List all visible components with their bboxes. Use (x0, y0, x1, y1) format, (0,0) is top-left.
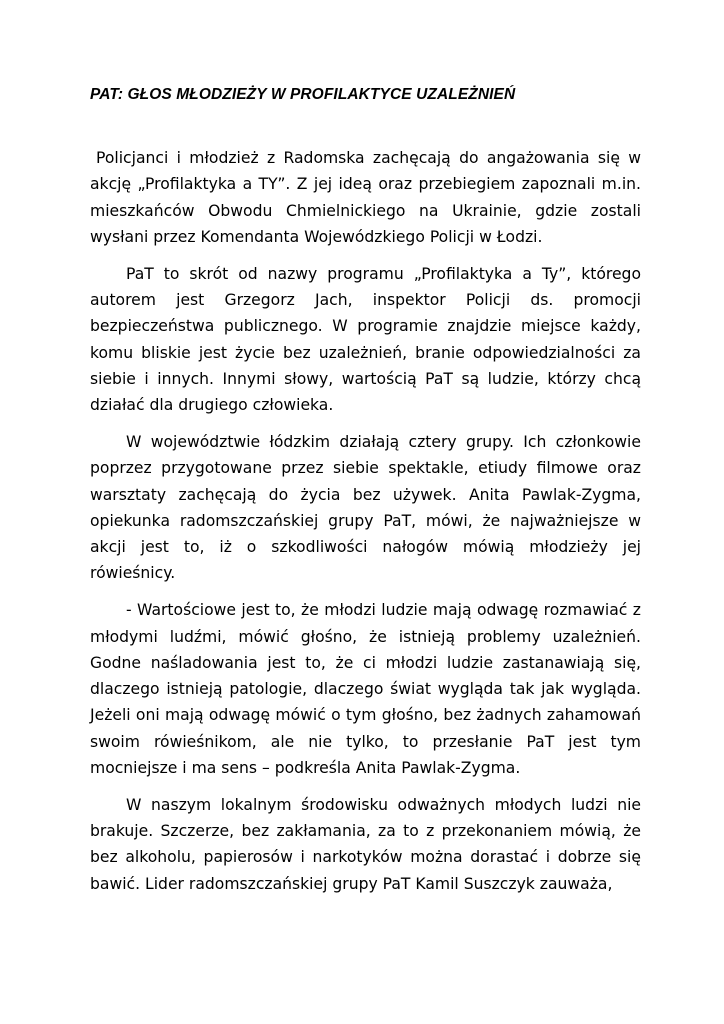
paragraph-2: PaT to skrót od nazwy programu „Profilaktyka a Ty”, którego autorem jest Grzegorz Jach, inspektor Policji ds. promocji bezpieczeństwa publicznego. W programie znajdzie miejsce każdy, komu bliskie jest życie bez uzależnień, branie odpowiedzialności za siebie i innych. Innymi słowy, wartością PaT są ludzie, którzy chcą działać dla drugiego człowieka. (90, 264, 641, 415)
paragraph-5: W naszym lokalnym środowisku odważnych młodych ludzi nie brakuje. Szczerze, bez zakłamania, za to z przekonaniem mówią, że bez alkoholu, papierosów i narkotyków można dorastać i dobrze się bawić. Lider radomszczańskiej grupy PaT Kamil Suszczyk zauważa, (90, 795, 641, 893)
article-body (90, 145, 641, 908)
paragraph-4: - Wartościowe jest to, że młodzi ludzie mają odwagę rozmawiać z młodymi ludźmi, mówić głośno, że istnieją problemy uzależnień. Godne naśladowania jest to, że ci młodzi ludzie zastanawiają się, dlaczego istnieją patologie, dlaczego świat wygląda tak jak wygląda. Jeżeli oni mają odwagę mówić o tym głośno, bez żadnych zahamowań swoim rówieśnikom, ale nie tylko, to przesłanie PaT jest tym mocniejsze i ma sens – podkreśla Anita Pawlak-Zygma. (90, 601, 641, 778)
paragraph-3: W województwie łódzkim działają cztery grupy. Ich członkowie poprzez przygotowane przez siebie spektakle, etiudy filmowe oraz warsztaty zachęcają do życia bez używek. Anita Pawlak-Zygma, opiekunka radomszczańskiej grupy PaT, mówi, że najważniejsze w akcji jest to, iż o szkodliwości nałogów mówią młodzieży jej rówieśnicy. (90, 432, 641, 583)
document-title: PAT: GŁOS MŁODZIEŻY W PROFILAKTYCE UZALEŻNIEŃ (90, 86, 516, 103)
paragraph-1: Policjanci i młodzież z Radomska zachęcają do angażowania się w akcję „Profilaktyka a TY”. Z jej ideą oraz przebiegiem zapoznali m.in. mieszkańców Obwodu Chmielnickiego na Ukrainie, gdzie zostali wysłani przez Komendanta Wojewódzkiego Policji w Łodzi. (90, 149, 641, 246)
